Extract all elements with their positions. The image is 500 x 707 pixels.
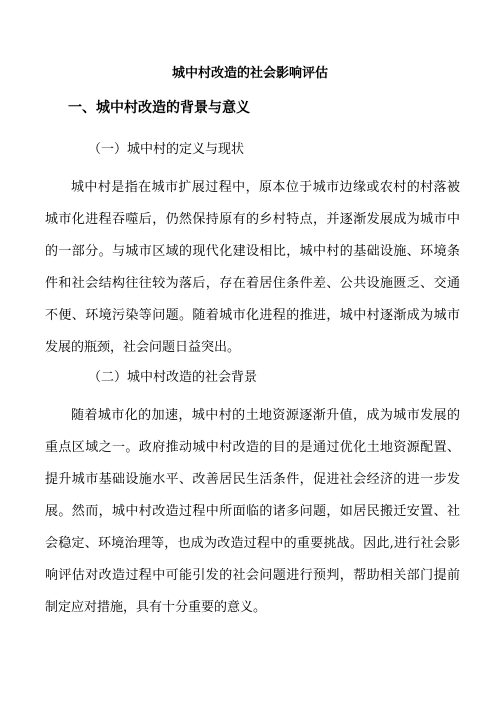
paragraph-definition: 城中村是指在城市扩展过程中，原本位于城市边缘或农村的村落被城市化进程吞噬后，仍然保持原有的乡村特点，并逐渐发展成为城市中的一部分。与城市区域的现代化建设相比，城中村的基础设施、环境条件和社会结构往往较为落后，存在着居住条件差、公共设施匮乏、交通不便、环境污染等问题。随着城市化进程的推进，城中村逐渐成为城市发展的瓶颈，社会问题日益突出。: [45, 180, 460, 355]
paragraph-background: 随着城市化的加速，城中村的土地资源逐渐升值，成为城市发展的重点区域之一。政府推动城中村改造的目的是通过优化土地资源配置、提升城市基础设施水平、改善居民生活条件，促进社会经济的进一步发展。然而，城中村改造过程中所面临的诸多问题，如居民搬迁安置、社会稳定、环境治理等，也成为改造过程中的重要挑战。因此,进行社会影响评估对改造过程中可能引发的社会问题进行预判，帮助相关部门提前制定应对措施，具有十分重要的意义。: [45, 408, 460, 615]
document-title: 城中村改造的社会影响评估: [171, 66, 328, 81]
subsection-heading-background: （二）城中村改造的社会背景: [88, 370, 258, 385]
subsection-heading-definition: （一）城中村的定义与现状: [88, 142, 245, 157]
section-heading: 一、城中村改造的背景与意义: [68, 100, 250, 116]
